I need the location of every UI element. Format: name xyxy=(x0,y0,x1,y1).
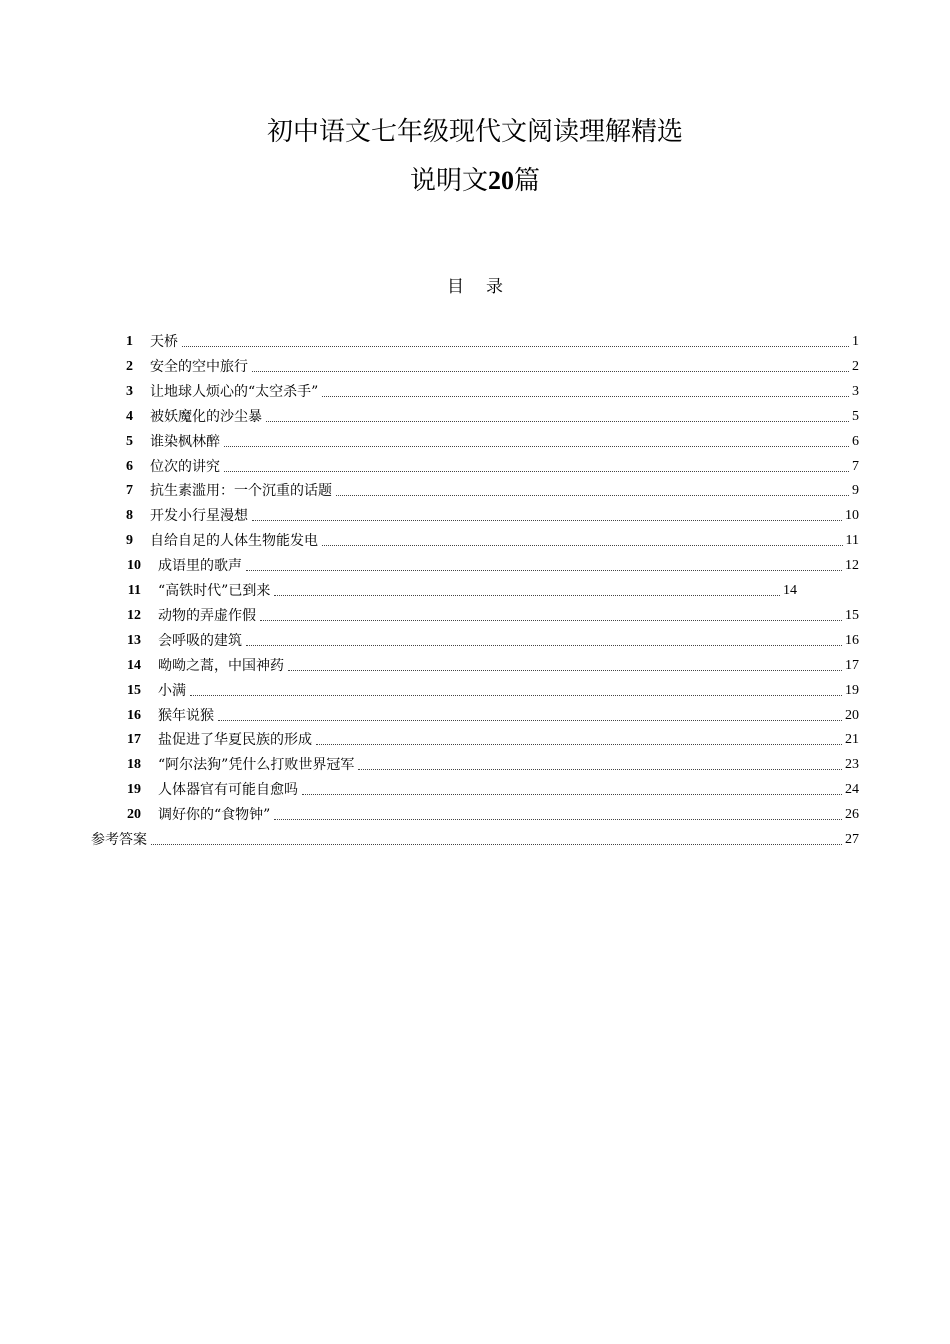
toc-item-entry xyxy=(158,631,859,651)
toc-item-leader xyxy=(302,793,842,795)
toc-item-entry xyxy=(158,730,859,750)
toc-item-page: 19 xyxy=(845,682,859,698)
toc-item[interactable] xyxy=(0,755,950,775)
toc-item[interactable] xyxy=(0,631,950,651)
toc-item-title: 人体器官有可能自愈吗 xyxy=(158,782,298,799)
toc-item[interactable] xyxy=(0,481,950,501)
toc-item-title: 参考答案 xyxy=(91,832,147,848)
toc-item-leader xyxy=(218,719,842,721)
toc-item-number: 15 xyxy=(127,682,141,698)
toc-item-number: 20 xyxy=(127,807,141,823)
toc-item-leader xyxy=(266,420,849,422)
toc-item[interactable] xyxy=(0,581,950,601)
toc-item-entry xyxy=(158,581,797,601)
toc-item[interactable] xyxy=(0,606,950,626)
toc-item-entry xyxy=(158,556,859,576)
toc-item-page: 5 xyxy=(852,408,859,424)
toc-item-leader xyxy=(182,345,849,347)
toc-item-page: 6 xyxy=(852,433,859,449)
toc-item-title: 会呼吸的建筑 xyxy=(158,632,242,649)
toc-item-leader xyxy=(322,395,849,397)
toc-item-entry xyxy=(150,382,859,402)
toc-item-title: 让地球人烦心的“太空杀手” xyxy=(150,383,319,400)
toc-item-title: 位次的讲究 xyxy=(150,458,220,475)
toc-item-page: 7 xyxy=(852,458,859,474)
toc-item-page: 10 xyxy=(845,508,859,524)
toc-item[interactable] xyxy=(0,656,950,676)
toc-item-page: 16 xyxy=(845,632,859,648)
toc-item-entry xyxy=(150,407,859,427)
toc-item-entry xyxy=(158,706,859,726)
toc-item-leader xyxy=(260,619,842,621)
toc-item-title: 开发小行星漫想 xyxy=(150,508,248,525)
toc-item-number: 14 xyxy=(127,657,141,673)
toc-item-page: 11 xyxy=(845,533,859,549)
toc-item-number: 19 xyxy=(127,782,141,798)
toc-item-title: 猴年说猴 xyxy=(158,707,214,724)
toc-item-number: 6 xyxy=(126,458,133,474)
toc-item-entry xyxy=(158,755,859,775)
toc-item[interactable] xyxy=(0,382,950,402)
document-title xyxy=(0,116,950,148)
toc-item-leader xyxy=(224,470,849,472)
toc-item-title: “阿尔法狗”凭什么打败世界冠军 xyxy=(158,757,355,774)
toc-item-title: 动物的弄虚作假 xyxy=(158,607,256,624)
toc-item-leader xyxy=(252,519,842,521)
toc-item-entry xyxy=(150,481,859,501)
toc-item[interactable] xyxy=(0,730,950,750)
toc-item-title: 盐促进了华夏民族的形成 xyxy=(158,732,312,749)
toc-item-page: 27 xyxy=(845,832,859,847)
toc-item-number: 7 xyxy=(126,483,133,499)
toc-item-title: “高铁时代”已到来 xyxy=(158,583,271,599)
toc-item-leader xyxy=(274,818,842,820)
toc-item-page: 23 xyxy=(845,757,859,773)
toc-item-number: 11 xyxy=(127,583,141,598)
toc-item[interactable] xyxy=(0,780,950,800)
toc-item[interactable] xyxy=(0,706,950,726)
toc-item-page: 2 xyxy=(852,358,859,374)
toc-item-title: 被妖魔化的沙尘暴 xyxy=(150,408,262,425)
toc-item[interactable] xyxy=(0,332,950,352)
toc-item-number: 10 xyxy=(127,558,141,574)
toc-item-page: 14 xyxy=(783,583,797,598)
toc-item-entry xyxy=(150,332,859,352)
toc-item-number: 18 xyxy=(127,757,141,773)
toc-item-entry xyxy=(150,457,859,477)
toc-item-number: 1 xyxy=(126,334,133,349)
toc-item-title: 小满 xyxy=(158,682,186,699)
toc-item-leader xyxy=(190,694,842,696)
toc-item-leader xyxy=(322,544,843,546)
toc-item[interactable] xyxy=(0,506,950,526)
toc-item-number: 4 xyxy=(126,408,133,424)
subtitle-number: 20 xyxy=(488,166,514,195)
toc-item-number: 13 xyxy=(127,632,141,648)
toc-item-leader xyxy=(288,669,842,671)
toc-item-entry xyxy=(158,681,859,701)
toc-item[interactable] xyxy=(0,407,950,427)
toc-item-leader xyxy=(246,569,842,571)
toc-item-page: 15 xyxy=(845,607,859,623)
toc-item[interactable] xyxy=(0,556,950,576)
toc-item-title: 抗生素滥用：一个沉重的话题 xyxy=(150,483,332,500)
document-subtitle xyxy=(0,165,950,197)
toc-item-leader xyxy=(358,768,842,770)
toc-item-number: 3 xyxy=(126,383,133,399)
toc-item-number: 5 xyxy=(126,433,133,449)
toc-item-number: 17 xyxy=(127,732,141,748)
toc-item-entry xyxy=(158,805,859,825)
toc-item-number: 16 xyxy=(127,707,141,723)
toc-item-entry xyxy=(150,506,859,526)
toc-item-leader xyxy=(274,594,780,596)
toc-item-entry xyxy=(150,432,859,452)
toc-item-page: 3 xyxy=(852,383,859,399)
toc-item-title: 自给自足的人体生物能发电 xyxy=(150,533,318,550)
toc-item-number: 2 xyxy=(126,358,133,374)
toc-item[interactable] xyxy=(0,805,950,825)
toc-item[interactable] xyxy=(0,681,950,701)
toc-item-leader xyxy=(336,494,849,496)
toc-item[interactable] xyxy=(0,357,950,377)
toc-item-page: 26 xyxy=(845,807,859,823)
toc-item-number: 8 xyxy=(126,508,133,524)
toc-item-leader xyxy=(151,843,842,845)
subtitle-suffix: 篇 xyxy=(514,166,541,196)
toc-item-entry xyxy=(158,606,859,626)
toc-item-title: 成语里的歌声 xyxy=(158,558,242,575)
toc-item-leader xyxy=(224,445,849,447)
toc-item-page: 1 xyxy=(852,334,859,349)
toc-item-number: 12 xyxy=(127,607,141,623)
toc-item-entry xyxy=(150,357,859,377)
subtitle-prefix: 说明文 xyxy=(409,166,488,196)
toc-item-title: 安全的空中旅行 xyxy=(150,358,248,375)
toc-item-page: 20 xyxy=(845,707,859,723)
toc-item-title: 天桥 xyxy=(150,334,178,350)
toc-item[interactable] xyxy=(0,531,950,551)
toc-item-leader xyxy=(316,743,842,745)
toc-item[interactable] xyxy=(0,432,950,452)
toc-item-title: 呦呦之蒿，中国神药 xyxy=(158,657,284,674)
toc-heading xyxy=(0,272,950,297)
toc-item-page: 21 xyxy=(845,732,859,748)
toc-item-title: 调好你的“食物钟” xyxy=(158,807,271,824)
toc-item-page: 9 xyxy=(852,483,859,499)
toc-item-page: 12 xyxy=(845,558,859,574)
toc-item-entry xyxy=(91,830,859,850)
toc-heading-text: 目录 xyxy=(447,277,525,297)
toc-item-leader xyxy=(246,644,842,646)
toc-item-number: 9 xyxy=(126,533,133,549)
toc-item-page: 17 xyxy=(845,657,859,673)
toc-item-page: 24 xyxy=(845,782,859,798)
toc-item-leader xyxy=(252,370,849,372)
document-title-text: 初中语文七年级现代文阅读理解精选 xyxy=(266,117,683,147)
toc-item[interactable] xyxy=(0,457,950,477)
toc-item-entry xyxy=(158,780,859,800)
toc-item-title: 谁染枫林醉 xyxy=(150,433,220,450)
toc-item-entry xyxy=(150,531,859,551)
toc-item[interactable] xyxy=(0,830,950,850)
toc-item-entry xyxy=(158,656,859,676)
